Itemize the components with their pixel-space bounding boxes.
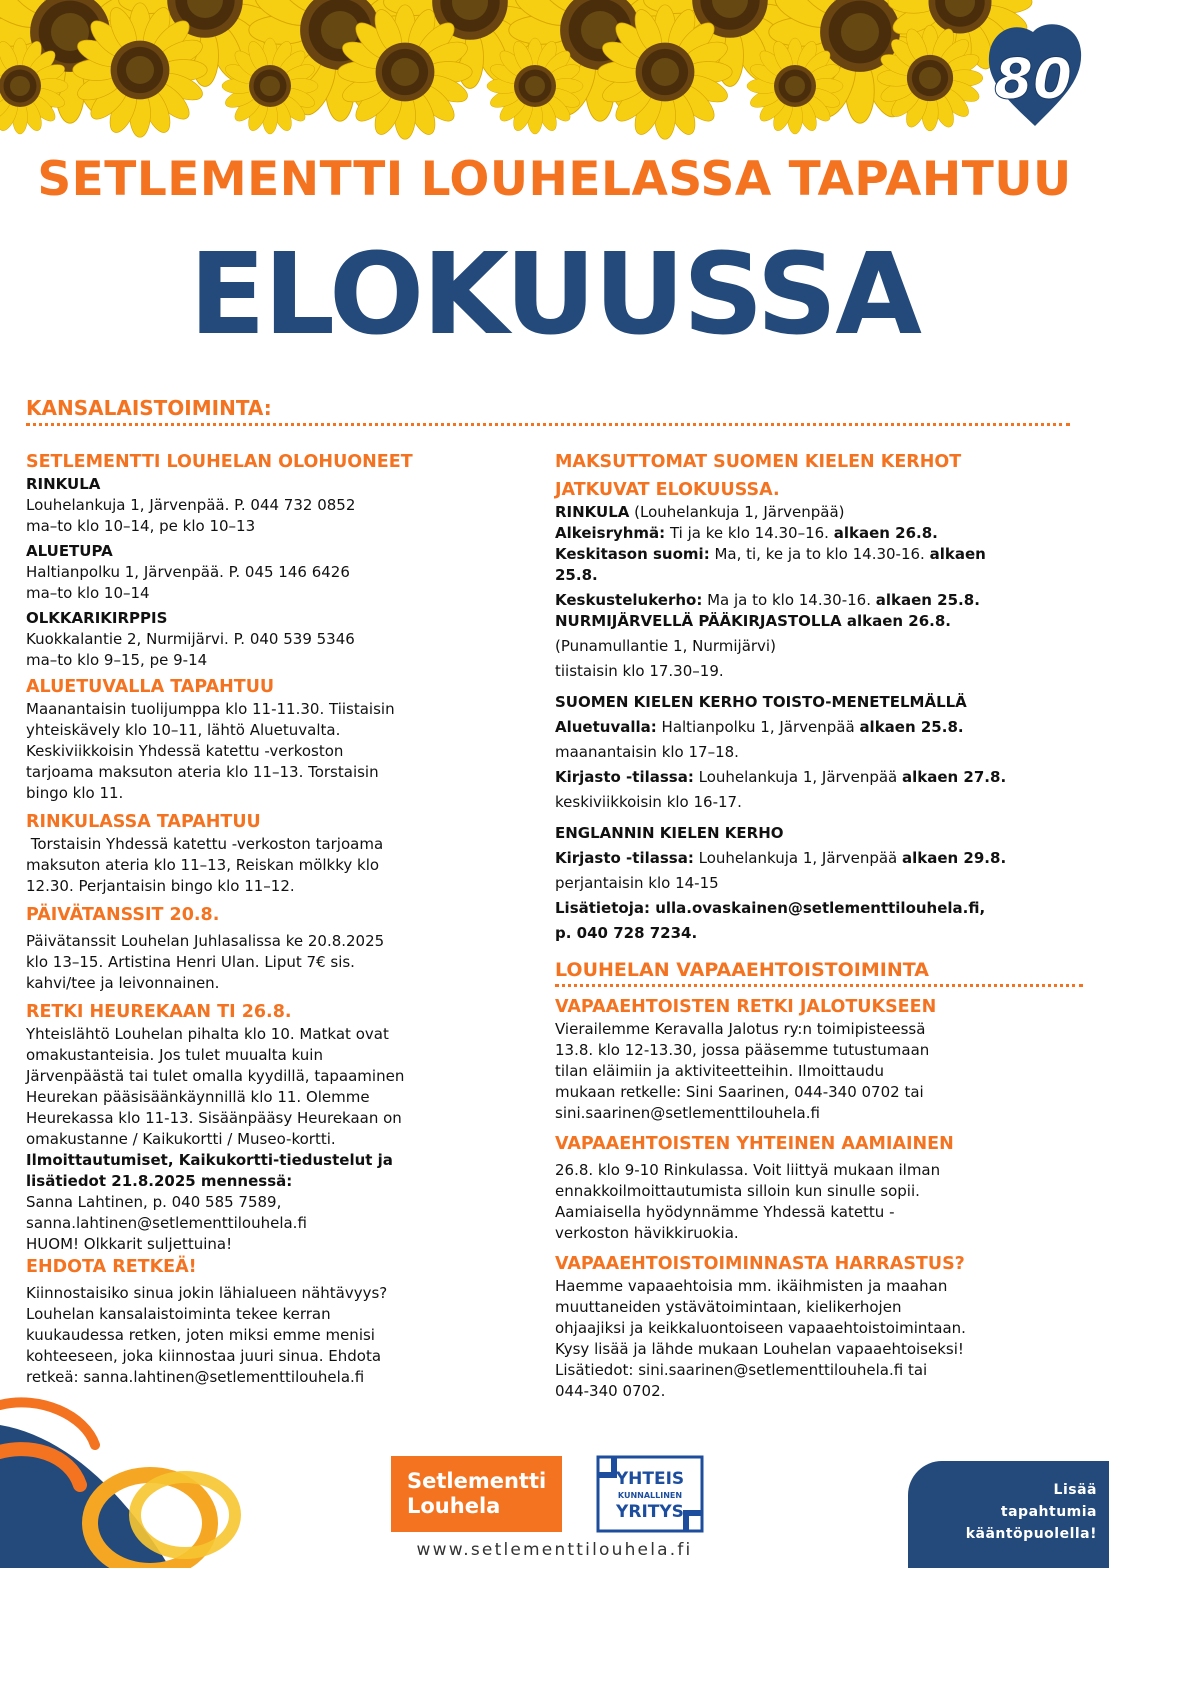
location-address: Haltianpolku 1, Järvenpää <box>656 718 860 736</box>
text-line: 26.8. klo 9-10 Rinkulassa. Voit liittyä mukaan ilman <box>555 1161 941 1179</box>
logo-text: Louhela <box>407 1494 501 1518</box>
location-label: Aluetuvalla: <box>555 718 657 736</box>
harrastus-heading: VAPAAEHTOISTOIMINNASTA HARRASTUS? <box>555 1254 965 1274</box>
location-start: alkaen 27.8. <box>902 768 1007 786</box>
heureka-heading: RETKI HEUREKAAN TI 26.8. <box>26 1002 292 1022</box>
contact-line: Sanna Lahtinen, p. 040 585 7589, <box>26 1193 282 1211</box>
contact-email[interactable]: sini.saarinen@setlementtilouhela.fi <box>555 1104 820 1122</box>
place-hours: ma–to klo 9–15, pe 9-14 <box>26 651 208 669</box>
text-line: Vierailemme Keravalla Jalotus ry:n toimipisteessä <box>555 1020 926 1038</box>
aamiainen-heading: VAPAAEHTOISTEN YHTEINEN AAMIAINEN <box>555 1134 954 1154</box>
text-line: yhteiskävely klo 10–11, lähtö Aluetuvalta. <box>26 721 341 739</box>
text-line: muuttaneiden ystävätoimintaan, kielikerhojen <box>555 1298 902 1316</box>
svg-text:80: 80 <box>994 47 1072 112</box>
text-line: kuukaudessa retken, joten miksi emme menisi <box>26 1326 375 1344</box>
englanti-heading: ENGLANNIN KIELEN KERHO <box>555 824 784 842</box>
nurmijarvi-time: tiistaisin klo 17.30–19. <box>555 662 724 680</box>
nurmijarvi-address: (Punamullantie 1, Nurmijärvi) <box>555 637 776 655</box>
place-name: ALUETUPA <box>26 542 113 560</box>
retki-heading: VAPAAEHTOISTEN RETKI JALOTUKSEEN <box>555 997 937 1017</box>
section-divider <box>26 423 1070 426</box>
location-address: Louhelankuja 1, Järvenpää <box>693 768 902 786</box>
contact-email[interactable]: Lisätiedot: sini.saarinen@setlementtilouhela.fi tai <box>555 1361 928 1379</box>
yhteiskunnallinen-yritys-logo[interactable] <box>596 1455 704 1533</box>
text-line: Järvenpäästä tai tulet omalla kyydillä, tapaaminen <box>26 1067 405 1085</box>
logo-text: Setlementti <box>407 1469 547 1493</box>
text-line: tilan eläimiin ja aktiviteetteihin. Ilmoittaudu <box>555 1062 885 1080</box>
more-text: Lisää <box>1053 1482 1097 1498</box>
text-line: Päivätanssit Louhelan Juhlasalissa ke 20.8.2025 <box>26 932 385 950</box>
group-label: Keskitason suomi: <box>555 545 710 563</box>
kerhot-heading-2: JATKUVAT ELOKUUSSA. <box>555 480 780 500</box>
section-heading-kansalaistoiminta: KANSALAISTOIMINTA: <box>26 396 272 420</box>
rinkula-heading: RINKULASSA TAPAHTUU <box>26 812 261 832</box>
paivatanssit-heading: PÄIVÄTANSSIT 20.8. <box>26 905 220 925</box>
text-line: Maanantaisin tuolijumppa klo 11-11.30. Tiistaisin <box>26 700 395 718</box>
registration-note: lisätiedot 21.8.2025 mennessä: <box>26 1172 293 1190</box>
text-line: Yhteislähtö Louhelan pihalta klo 10. Matkat ovat <box>26 1025 389 1043</box>
aamiainen-text <box>555 1160 1080 1244</box>
text-line: kohteeseen, joka kiinnostaa juuri sinua. Ehdota <box>26 1347 382 1365</box>
group-label: Alkeisryhmä: <box>555 524 666 542</box>
place-name: RINKULA <box>555 503 630 521</box>
place-hours: ma–to klo 10–14 <box>26 584 150 602</box>
text-line: ennakkoilmoittautumista silloin kun sinulle sopii. <box>555 1182 920 1200</box>
text-line: omakustanteisia. Jos tulet muualta kuin <box>26 1046 323 1064</box>
rinkula-text <box>26 834 506 897</box>
text-line: mukaan retkelle: Sini Saarinen, 044-340 0702 tai <box>555 1083 924 1101</box>
harrastus-text <box>555 1276 1080 1402</box>
text-line: omakustanne / Kaikukortti / Museo-kortti. <box>26 1130 336 1148</box>
text-line: Louhelan kansalaistoiminta tekee kerran <box>26 1305 331 1323</box>
text-line: Kysy lisää ja lähde mukaan Louhelan vapaaehtoiseksi! <box>555 1340 964 1358</box>
contact-email[interactable]: sanna.lahtinen@setlementtilouhela.fi <box>26 1214 307 1232</box>
group-start-date: 25.8. <box>555 566 598 584</box>
text-line: Haemme vapaaehtoisia mm. ikäihmisten ja maahan <box>555 1277 948 1295</box>
text-line: Kiinnostaisiko sinua jokin lähialueen nähtävyys? <box>26 1284 388 1302</box>
heureka-text <box>26 1024 506 1255</box>
location-label: Kirjasto -tilassa: <box>555 849 694 867</box>
ehdota-heading: EHDOTA RETKEÄ! <box>26 1257 197 1277</box>
more-events-note <box>908 1461 1109 1568</box>
place-hours: ma–to klo 10–14, pe klo 10–13 <box>26 517 256 535</box>
group-start: alkaen 25.8. <box>875 591 980 609</box>
info-phone: p. 040 728 7234. <box>555 924 698 942</box>
kerhot-heading: MAKSUTTOMAT SUOMEN KIELEN KERHOT <box>555 452 962 472</box>
text-line: bingo klo 11. <box>26 784 124 802</box>
svg-text:YHTEIS: YHTEIS <box>615 1469 685 1489</box>
retki-text <box>555 1019 1080 1124</box>
anniversary-80-badge <box>985 18 1085 128</box>
place-name: RINKULA <box>26 475 101 493</box>
text-line: ohjaajiksi ja keikkaluontoiseen vapaaehtoistoimintaan. <box>555 1319 966 1337</box>
text-line: maksuton ateria klo 11–13, Reiskan mölkky klo <box>26 856 380 874</box>
left-column <box>26 450 506 1388</box>
more-text: tapahtumia <box>1000 1504 1097 1520</box>
group-time: Ti ja ke klo 14.30–16. <box>665 524 834 542</box>
location-label: Kirjasto -tilassa: <box>555 768 694 786</box>
setlementti-louhela-logo[interactable] <box>391 1456 562 1532</box>
text-line: Keskiviikkoisin Yhdessä katettu -verkoston <box>26 742 344 760</box>
olohuoneet-heading: SETLEMENTTI LOUHELAN OLOHUONEET <box>26 452 413 472</box>
group-time: Ma, ti, ke ja to klo 14.30-16. <box>709 545 930 563</box>
ehdota-text <box>26 1283 506 1388</box>
location-start: alkaen 29.8. <box>902 849 1007 867</box>
group-start: alkaen <box>929 545 986 563</box>
svg-text:KUNNALLINEN: KUNNALLINEN <box>617 1491 683 1500</box>
place-address: (Louhelankuja 1, Järvenpää) <box>629 503 845 521</box>
place-address: Haltianpolku 1, Järvenpää. P. 045 146 6426 <box>26 563 350 581</box>
text-line: 12.30. Perjantaisin bingo klo 11–12. <box>26 877 295 895</box>
place-address: Louhelankuja 1, Järvenpää. P. 044 732 0852 <box>26 496 356 514</box>
more-text: kääntöpuolella! <box>965 1526 1097 1542</box>
text-line: klo 13–15. Artistina Henri Ulan. Liput 7€ sis. <box>26 953 355 971</box>
location-address: Louhelankuja 1, Järvenpää <box>693 849 902 867</box>
location-time: keskiviikkoisin klo 16-17. <box>555 793 742 811</box>
sunflower-banner <box>0 0 1109 150</box>
section-heading-vapaaehtoistoiminta: LOUHELAN VAPAAEHTOISTOIMINTA <box>555 959 929 981</box>
place-name: OLKKARIKIRPPIS <box>26 609 168 627</box>
text-line: kahvi/tee ja leivonnainen. <box>26 974 220 992</box>
text-line: 13.8. klo 12-13.30, jossa pääsemme tutustumaan <box>555 1041 930 1059</box>
info-email[interactable]: Lisätietoja: ulla.ovaskainen@setlementtilouhela.fi, <box>555 899 986 917</box>
nurmijarvi-heading: NURMIJÄRVELLÄ PÄÄKIRJASTOLLA alkaen 26.8. <box>555 612 951 630</box>
notice-line: HUOM! Olkkarit suljettuina! <box>26 1235 233 1253</box>
text-line: Heurekassa klo 11-13. Sisäänpääsy Heurekaan on <box>26 1109 402 1127</box>
text-line: Torstaisin Yhdessä katettu -verkoston tarjoama <box>26 835 384 853</box>
text-line: retkeä: sanna.lahtinen@setlementtilouhela.fi <box>26 1368 365 1386</box>
location-time: maanantaisin klo 17–18. <box>555 743 739 761</box>
location-start: alkaen 25.8. <box>859 718 964 736</box>
place-address: Kuokkalantie 2, Nurmijärvi. P. 040 539 5346 <box>26 630 355 648</box>
paivatanssit-text <box>26 931 506 994</box>
text-line: tarjoama maksuton ateria klo 11–13. Torstaisin <box>26 763 379 781</box>
page-title: SETLEMENTTI LOUHELASSA TAPAHTUU <box>37 152 1072 207</box>
svg-text:YRITYS: YRITYS <box>616 1502 684 1522</box>
text-line: Aamiaisella hyödynnämme Yhdessä katettu - <box>555 1203 895 1221</box>
aluetupa-text <box>26 699 506 804</box>
registration-note: Ilmoittautumiset, Kaikukortti-tiedustelut ja <box>26 1151 393 1169</box>
website-link[interactable]: www.setlementtilouhela.fi <box>416 1540 693 1560</box>
text-line: verkoston hävikkiruokia. <box>555 1224 739 1242</box>
right-column <box>555 450 1080 1402</box>
text-line: Heurekan pääsisäänkäynnillä klo 11. Olemme <box>26 1088 370 1106</box>
group-start: alkaen 26.8. <box>833 524 938 542</box>
toisto-heading: SUOMEN KIELEN KERHO TOISTO-MENETELMÄLLÄ <box>555 693 967 711</box>
text-line: 044-340 0702. <box>555 1382 666 1400</box>
page-title-month: ELOKUUSSA <box>189 230 920 360</box>
aluetupa-heading: ALUETUVALLA TAPAHTUU <box>26 677 275 697</box>
group-label: Keskustelukerho: <box>555 591 703 609</box>
group-time: Ma ja to klo 14.30-16. <box>702 591 876 609</box>
location-time: perjantaisin klo 14-15 <box>555 874 719 892</box>
section-divider <box>555 984 1083 987</box>
